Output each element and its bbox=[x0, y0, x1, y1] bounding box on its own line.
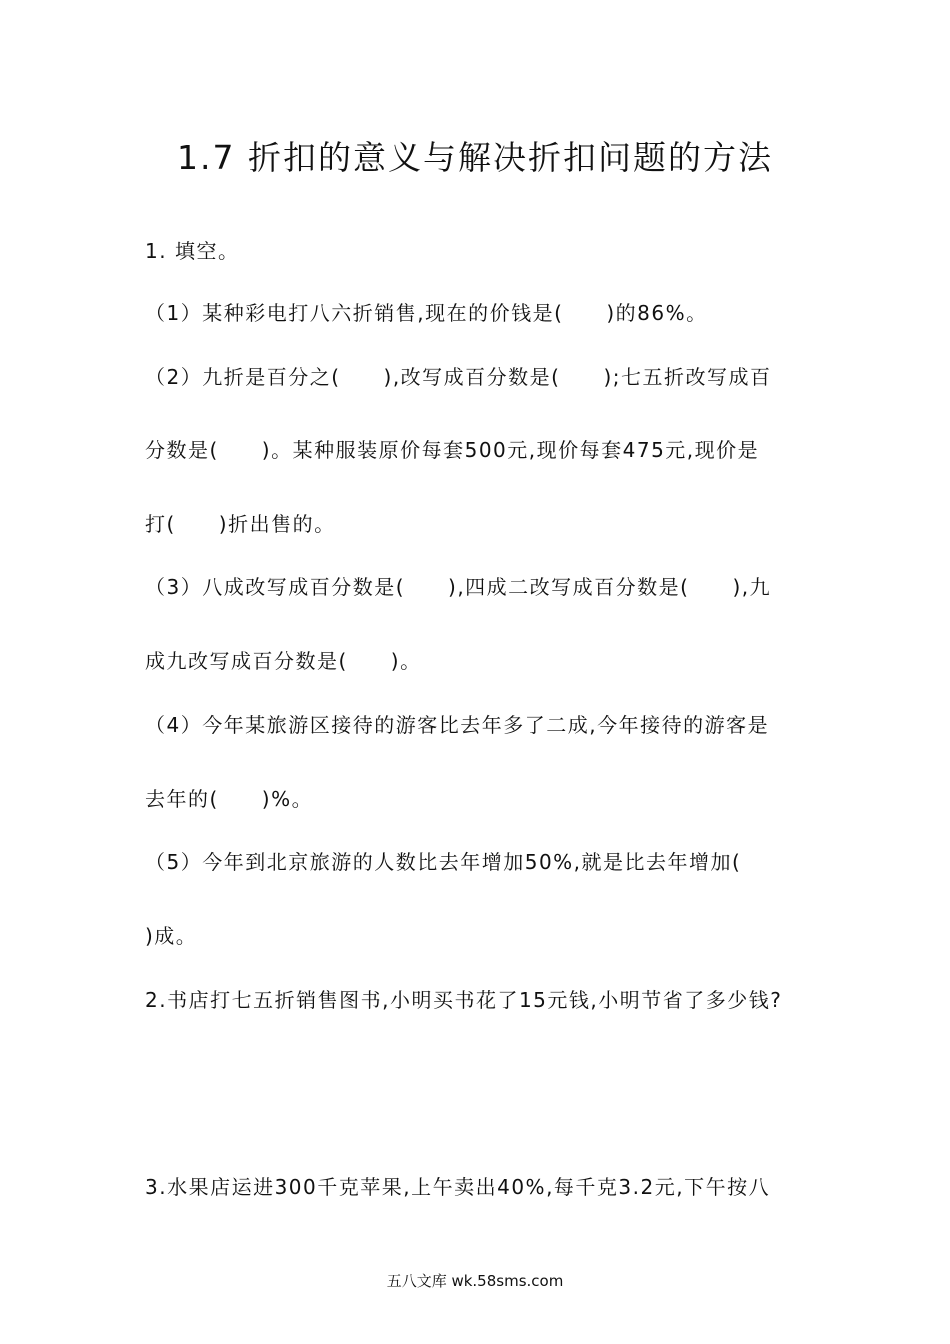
footer-watermark: 五八文库 wk.58sms.com bbox=[386, 1272, 564, 1290]
question-1-part-5-line-1: （5）今年到北京旅游的人数比去年增加50%,就是比去年增加( bbox=[145, 850, 742, 874]
page-title: 1.7 折扣的意义与解决折扣问题的方法 bbox=[177, 138, 773, 177]
question-2: 2.书店打七五折销售图书,小明买书花了15元钱,小明节省了多少钱? bbox=[145, 988, 783, 1012]
question-1-part-2-line-3: 打( )折出售的。 bbox=[145, 512, 336, 536]
question-1-part-3-line-2: 成九改写成百分数是( )。 bbox=[145, 649, 422, 673]
question-1-part-2-line-1: （2）九折是百分之( ),改写成百分数是( );七五折改写成百 bbox=[145, 365, 772, 389]
question-1-part-1: （1）某种彩电打八六折销售,现在的价钱是( )的86%。 bbox=[145, 301, 708, 325]
question-1-part-4-line-1: （4）今年某旅游区接待的游客比去年多了二成,今年接待的游客是 bbox=[145, 713, 770, 737]
question-1-part-2-line-2: 分数是( )。某种服装原价每套500元,现价每套475元,现价是 bbox=[145, 438, 760, 462]
question-3: 3.水果店运进300千克苹果,上午卖出40%,每千克3.2元,下午按八 bbox=[145, 1175, 771, 1199]
question-1-part-3-line-1: （3）八成改写成百分数是( ),四成二改写成百分数是( ),九 bbox=[145, 575, 772, 599]
question-1-heading: 1. 填空。 bbox=[145, 239, 240, 263]
question-1-part-5-line-2: )成。 bbox=[145, 924, 198, 948]
question-1-part-4-line-2: 去年的( )%。 bbox=[145, 787, 314, 811]
